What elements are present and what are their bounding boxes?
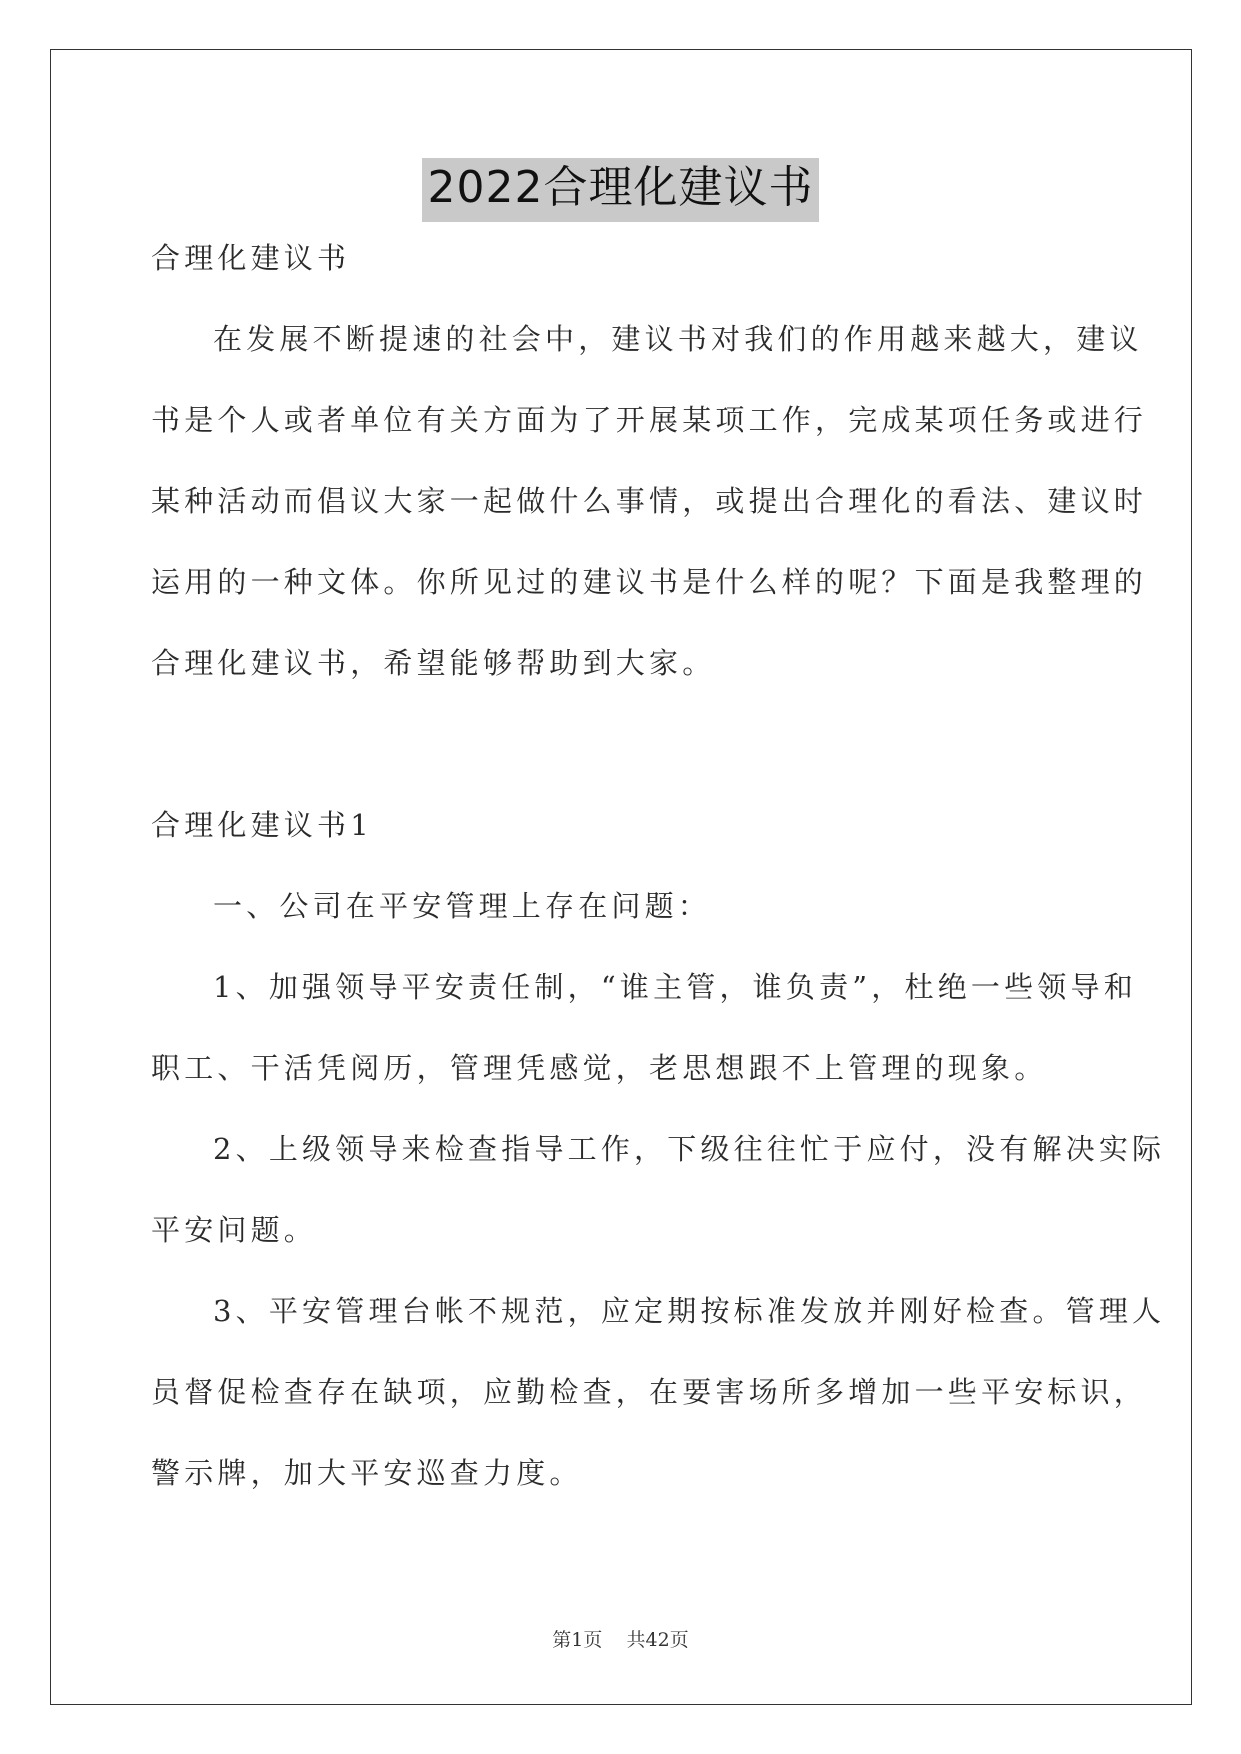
paragraph-line: 警示牌，加大平安巡查力度。 <box>151 1456 583 1490</box>
paragraph-line: 2、上级领导来检查指导工作，下级往往忙于应付，没有解决实际 <box>213 1132 1166 1166</box>
paragraph-line: 3、平安管理台帐不规范，应定期按标准发放并刚好检查。管理人 <box>213 1294 1166 1328</box>
footer-page-prefix: 第 <box>552 1629 572 1651</box>
footer-page-suffix: 页 <box>583 1629 603 1651</box>
footer-page-number: 1 <box>571 1629 584 1651</box>
paragraph-line: 在发展不断提速的社会中，建议书对我们的作用越来越大，建议 <box>213 322 1143 356</box>
footer-total-prefix: 共 <box>626 1629 646 1651</box>
paragraph-line: 合理化建议书，希望能够帮助到大家。 <box>151 646 716 680</box>
document-title: 2022合理化建议书 <box>422 158 820 222</box>
footer-total-suffix: 页 <box>669 1629 689 1651</box>
page-footer <box>0 1625 1241 1652</box>
section-heading: 合理化建议书 <box>151 241 351 275</box>
paragraph-line: 一、公司在平安管理上存在问题： <box>213 889 712 923</box>
title-wrap <box>0 158 1241 222</box>
paragraph-line: 运用的一种文体。你所见过的建议书是什么样的呢？下面是我整理的 <box>151 565 1148 599</box>
paragraph-line: 职工、干活凭阅历，管理凭感觉，老思想跟不上管理的现象。 <box>151 1051 1048 1085</box>
section-heading: 合理化建议书1 <box>151 808 373 842</box>
paragraph-line: 1、加强领导平安责任制，“谁主管，谁负责”，杜绝一些领导和 <box>213 970 1137 1004</box>
paragraph-line: 某种活动而倡议大家一起做什么事情，或提出合理化的看法、建议时 <box>151 484 1148 518</box>
document-body <box>151 228 1166 1524</box>
footer-total-pages: 42 <box>645 1629 670 1651</box>
paragraph-gap <box>151 714 1095 795</box>
paragraph-line: 书是个人或者单位有关方面为了开展某项工作，完成某项任务或进行 <box>151 403 1148 437</box>
paragraph-line: 平安问题。 <box>151 1213 318 1247</box>
paragraph-line: 员督促检查存在缺项，应勤检查，在要害场所多增加一些平安标识， <box>151 1375 1148 1409</box>
